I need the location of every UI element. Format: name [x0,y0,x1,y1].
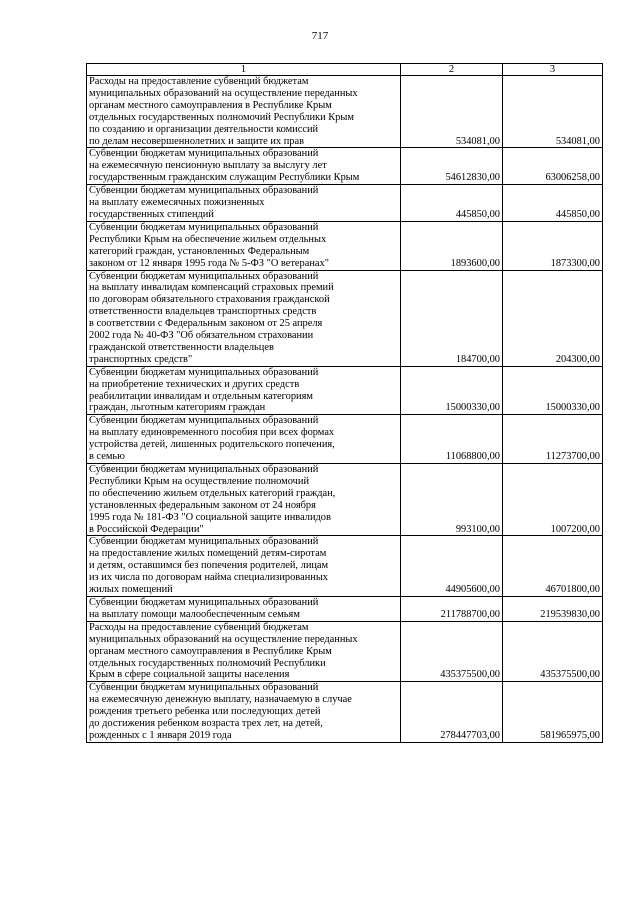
row-value-year1: 211788700,00 [401,596,503,621]
row-value-year1: 993100,00 [401,464,503,536]
table-row [87,682,603,743]
row-description: Расходы на предоставление субвенций бюджетам муниципальных образований на осуществление переданных органам местного самоуправления в Республике Крым отдельных государственных полномочий Республики Крым по созданию и организации деятельности комиссий по делам несовершеннолетних и защите их прав [87,76,401,148]
budget-table [86,63,603,743]
row-description: Расходы на предоставление субвенций бюджетам муниципальных образований на осуществление переданных органам местного самоуправления в Республике Крым отдельных государственных полномочий Республики Крым в сфере социальной защиты населения [87,621,401,682]
row-value-year1: 44905600,00 [401,536,503,597]
row-value-year1: 278447703,00 [401,682,503,743]
row-value-year1: 54612830,00 [401,148,503,185]
table-row [87,621,603,682]
header-col-1: 1 [87,64,401,76]
row-value-year1: 534081,00 [401,76,503,148]
row-value-year1: 445850,00 [401,185,503,222]
row-value-year2: 46701800,00 [503,536,603,597]
header-row [87,64,603,76]
row-value-year2: 1007200,00 [503,464,603,536]
row-description: Субвенции бюджетам муниципальных образований на выплату единовременного пособия при всех формах устройства детей, лишенных родительского попечения, в семью [87,415,401,464]
page-number: 717 [311,30,329,42]
row-description: Субвенции бюджетам муниципальных образований на выплату инвалидам компенсаций страховых премий по договорам обязательного страхования гражданской ответственности владельцев транспортных средств в соответствии с Федеральным законом от 25 апреля 2002 года № 40-ФЗ "Об обязательном страховании гражданской ответственности владельцев транспортных средств" [87,270,401,366]
row-description: Субвенции бюджетам муниципальных образований на выплату помощи малообеспеченным семьям [87,596,401,621]
row-value-year2: 445850,00 [503,185,603,222]
row-value-year2: 435375500,00 [503,621,603,682]
table-row [87,76,603,148]
row-description: Субвенции бюджетам муниципальных образований Республики Крым на обеспечение жильем отдельных категорий граждан, установленных Федеральным законом от 12 января 1995 года № 5-ФЗ "О ветеранах" [87,221,401,270]
table-body [87,64,603,743]
row-description: Субвенции бюджетам муниципальных образований на ежемесячную денежную выплату, назначаемую в случае рождения третьего ребенка или последующих детей до достижения ребенком возраста трех лет, на детей, рожденных с 1 января 2019 года [87,682,401,743]
row-description: Субвенции бюджетам муниципальных образований на выплату ежемесячных пожизненных государственных стипендий [87,185,401,222]
row-value-year2: 15000330,00 [503,366,603,415]
row-description: Субвенции бюджетам муниципальных образований Республики Крым на осуществление полномочий по обеспечению жильем отдельных категорий граждан, установленных федеральным законом от 24 ноября 1995 года № 181-ФЗ "О социальной защите инвалидов в Российской Федерации" [87,464,401,536]
header-col-2: 2 [401,64,503,76]
row-value-year2: 204300,00 [503,270,603,366]
row-value-year1: 1893600,00 [401,221,503,270]
row-description: Субвенции бюджетам муниципальных образований на предоставление жилых помещений детям-сиротам и детям, оставшимся без попечения родителей, лицам из их числа по договорам найма специализированных жилых помещений [87,536,401,597]
table-row [87,185,603,222]
table-row [87,221,603,270]
table-row [87,270,603,366]
row-value-year1: 435375500,00 [401,621,503,682]
row-value-year1: 184700,00 [401,270,503,366]
row-value-year2: 581965975,00 [503,682,603,743]
table-row [87,464,603,536]
table-row [87,366,603,415]
row-value-year2: 534081,00 [503,76,603,148]
row-value-year2: 11273700,00 [503,415,603,464]
row-value-year1: 15000330,00 [401,366,503,415]
table-row [87,536,603,597]
row-value-year1: 11068800,00 [401,415,503,464]
row-value-year2: 1873300,00 [503,221,603,270]
table-row [87,596,603,621]
row-description: Субвенции бюджетам муниципальных образований на приобретение технических и других средств реабилитации инвалидам и отдельным категориям граждан, льготным категориям граждан [87,366,401,415]
row-value-year2: 63006258,00 [503,148,603,185]
row-value-year2: 219539830,00 [503,596,603,621]
header-col-3: 3 [503,64,603,76]
table-row [87,415,603,464]
table-row [87,148,603,185]
row-description: Субвенции бюджетам муниципальных образований на ежемесячную пенсионную выплату за выслугу лет государственным гражданским служащим Республики Крым [87,148,401,185]
